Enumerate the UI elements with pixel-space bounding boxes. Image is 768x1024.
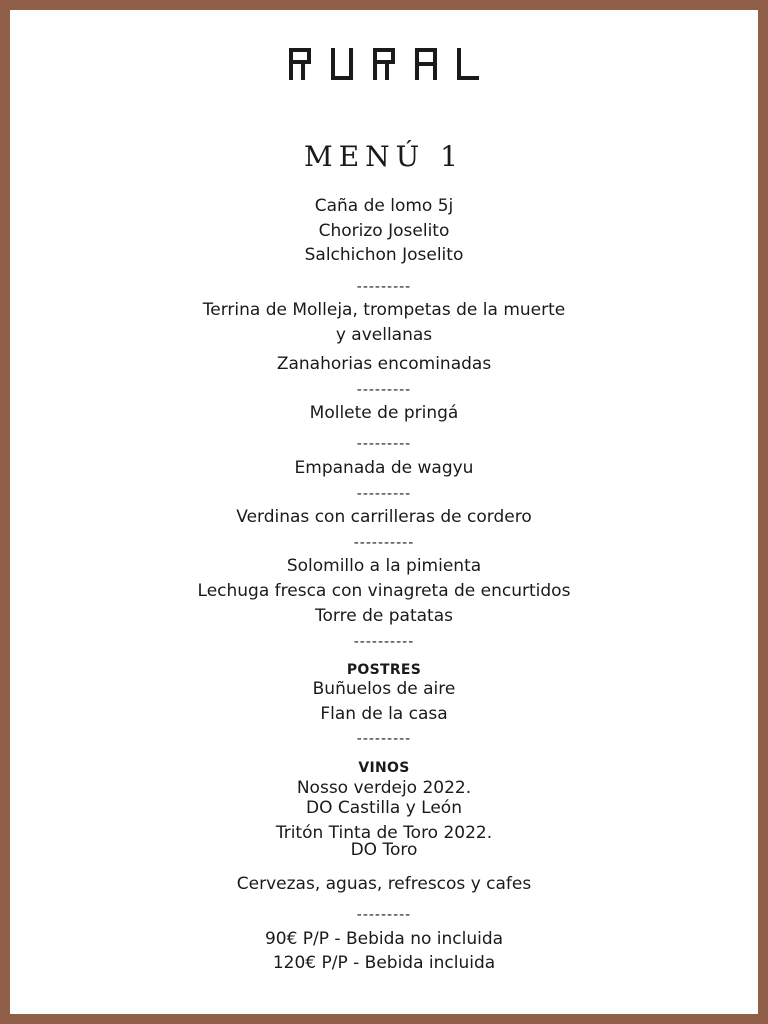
menu-item: Mollete de pringá bbox=[309, 403, 459, 423]
separator: --------- bbox=[356, 907, 412, 923]
menu-item: y avellanas bbox=[335, 325, 433, 345]
menu-item: Flan de la casa bbox=[320, 704, 448, 724]
menu-item: Lechuga fresca con vinagreta de encurtidos bbox=[197, 581, 571, 601]
rural-logo bbox=[10, 44, 758, 84]
separator: --------- bbox=[356, 486, 412, 502]
separator: --------- bbox=[356, 382, 412, 398]
separator: --------- bbox=[356, 436, 412, 452]
menu-item: Empanada de wagyu bbox=[294, 458, 474, 478]
vinos-heading: VINOS bbox=[358, 760, 410, 776]
menu-item: Verdinas con carrilleras de cordero bbox=[236, 507, 532, 527]
menu-item: Salchichon Joselito bbox=[304, 245, 464, 265]
separator: ---------- bbox=[353, 634, 415, 650]
menu-item: Solomillo a la pimienta bbox=[286, 556, 482, 576]
menu-item: Caña de lomo 5j bbox=[314, 196, 454, 216]
drinks-item: Cervezas, aguas, refrescos y cafes bbox=[236, 874, 532, 894]
menu-page bbox=[10, 10, 758, 1014]
price-without-drinks: 90€ P/P - Bebida no incluida bbox=[264, 929, 504, 949]
menu-item: Chorizo Joselito bbox=[318, 221, 450, 241]
separator: ---------- bbox=[353, 535, 415, 551]
menu-title: MENÚ 1 bbox=[304, 140, 464, 173]
separator: --------- bbox=[356, 279, 412, 295]
wine-name: Tritón Tinta de Toro 2022. bbox=[275, 823, 493, 843]
wine-origin: DO Toro bbox=[350, 840, 418, 860]
wine-origin: DO Castilla y León bbox=[306, 798, 462, 818]
menu-item: Zanahorias encominadas bbox=[276, 354, 492, 374]
rural-logo-mark bbox=[289, 44, 479, 84]
separator: --------- bbox=[356, 731, 412, 747]
postres-heading: POSTRES bbox=[346, 662, 422, 678]
menu-item: Terrina de Molleja, trompetas de la muerte bbox=[202, 300, 566, 320]
menu-item: Buñuelos de aire bbox=[312, 679, 456, 699]
menu-item: Torre de patatas bbox=[315, 606, 453, 626]
wine-name: Nosso verdejo 2022. bbox=[296, 778, 472, 798]
price-with-drinks: 120€ P/P - Bebida incluida bbox=[272, 953, 496, 973]
